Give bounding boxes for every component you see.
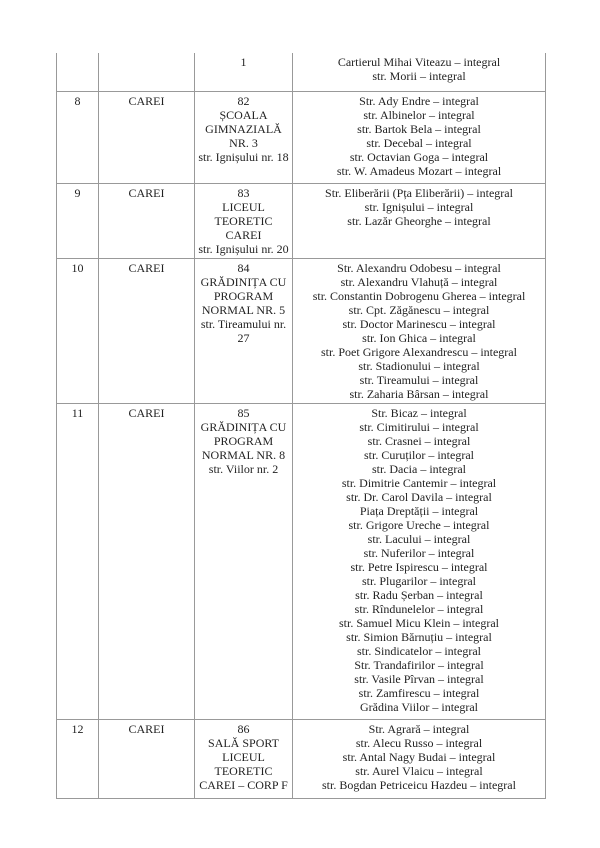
cell-streets bbox=[293, 403, 546, 719]
cell-streets-line: str. Bartok Bela – integral bbox=[357, 121, 481, 136]
table-row bbox=[57, 719, 546, 798]
cell-streets-line: str. Lazăr Gheorghe – integral bbox=[347, 213, 491, 228]
cell-school-line: 1 bbox=[240, 55, 247, 69]
cell-streets-line: str. Petre Ispirescu – integral bbox=[350, 559, 488, 574]
cell-row-number bbox=[57, 719, 99, 798]
cell-row-number bbox=[57, 53, 99, 91]
cell-city bbox=[99, 183, 195, 258]
cell-streets-line: str. Curuților – integral bbox=[364, 447, 474, 462]
cell-school-line: TEORETIC bbox=[214, 213, 273, 228]
cell-streets-line: str. Plugarilor – integral bbox=[362, 573, 476, 588]
cell-streets-line: Str. Eliberării (Pța Eliberării) – integral bbox=[325, 185, 513, 200]
cell-school bbox=[195, 258, 293, 403]
cell-school bbox=[195, 53, 293, 91]
cell-streets-line: str. Ignișului – integral bbox=[364, 199, 474, 214]
cell-school-line: SALĂ SPORT bbox=[208, 735, 279, 750]
cell-school bbox=[195, 183, 293, 258]
cell-streets-line: Str. Ady Endre – integral bbox=[359, 93, 479, 108]
cell-streets bbox=[293, 91, 546, 183]
cell-streets-line: str. Ion Ghica – integral bbox=[362, 330, 476, 345]
cell-streets-line: str. Aurel Vlaicu – integral bbox=[355, 763, 483, 778]
cell-streets-line: str. Poet Grigore Alexandrescu – integral bbox=[321, 344, 517, 359]
table-row bbox=[57, 258, 546, 403]
cell-streets bbox=[293, 183, 546, 258]
cell-streets-line: str. Tireamului – integral bbox=[359, 372, 479, 387]
cell-streets-line: str. Zaharia Bârsan – integral bbox=[349, 386, 489, 401]
table-row bbox=[57, 403, 546, 719]
cell-school-line: CAREI bbox=[225, 227, 262, 242]
cell-school-line: TEORETIC bbox=[214, 763, 273, 778]
cell-school-line: NORMAL NR. 5 bbox=[201, 302, 286, 317]
cell-school-line: 82 bbox=[237, 93, 250, 108]
cell-streets-line: str. Albinelor – integral bbox=[363, 107, 475, 122]
table-row bbox=[57, 91, 546, 183]
cell-city-line: CAREI bbox=[128, 721, 165, 736]
cell-city-line: CAREI bbox=[128, 405, 165, 420]
cell-streets-line: str. Doctor Marinescu – integral bbox=[342, 316, 496, 331]
cell-streets bbox=[293, 719, 546, 798]
cell-school-line: GRĂDINIȚA CU bbox=[200, 419, 287, 434]
cell-school-line: PROGRAM bbox=[213, 288, 274, 303]
cell-school-line: 83 bbox=[237, 185, 250, 200]
cell-streets-line: str. Radu Șerban – integral bbox=[355, 587, 483, 602]
cell-school bbox=[195, 403, 293, 719]
cell-row-number-line: 11 bbox=[71, 405, 84, 420]
cell-school-line: NORMAL NR. 8 bbox=[201, 447, 286, 462]
cell-streets-line: str. Vasile Pîrvan – integral bbox=[354, 671, 484, 686]
cell-school-line: str. Tireamului nr. bbox=[200, 316, 287, 331]
cell-streets-line: str. Alexandru Vlahuță – integral bbox=[340, 274, 498, 289]
cell-row-number-line: 10 bbox=[71, 260, 84, 275]
cell-streets-line: str. Alecu Russo – integral bbox=[355, 735, 483, 750]
cell-streets-line: str. Dacia – integral bbox=[372, 461, 466, 476]
cell-school-line: ȘCOALA bbox=[219, 107, 268, 122]
cell-row-number-line: 8 bbox=[74, 93, 81, 108]
cell-streets-line: str. Simion Bărnuțiu – integral bbox=[346, 629, 492, 644]
cell-streets-line: str. Constantin Dobrogenu Gherea – integral bbox=[312, 288, 526, 303]
cell-school-line: 84 bbox=[237, 260, 250, 275]
cell-streets-line: str. Dr. Carol Davila – integral bbox=[346, 489, 492, 504]
cell-school bbox=[195, 719, 293, 798]
cell-streets-line: str. Crasnei – integral bbox=[367, 433, 471, 448]
cell-row-number bbox=[57, 91, 99, 183]
cell-school-line: 85 bbox=[237, 405, 250, 420]
cell-school-line: GIMNAZIALĂ bbox=[205, 121, 282, 136]
cell-streets bbox=[293, 53, 546, 91]
cell-school bbox=[195, 91, 293, 183]
cell-streets-line: str. Dimitrie Cantemir – integral bbox=[341, 475, 497, 490]
cell-school-line: str. Ignișului nr. 18 bbox=[198, 149, 289, 164]
cell-city bbox=[99, 91, 195, 183]
cell-streets-line: str. Antal Nagy Budai – integral bbox=[342, 749, 496, 764]
cell-streets-line: Str. Alexandru Odobesu – integral bbox=[337, 260, 501, 275]
cell-streets-line: str. Lacului – integral bbox=[367, 531, 471, 546]
cell-school-line: CAREI – CORP F bbox=[199, 777, 288, 792]
cell-school-line: PROGRAM bbox=[213, 433, 274, 448]
cell-city bbox=[99, 719, 195, 798]
cell-city bbox=[99, 258, 195, 403]
cell-row-number bbox=[57, 403, 99, 719]
cell-city-line: CAREI bbox=[128, 185, 165, 200]
cell-streets-line: Piața Dreptății – integral bbox=[359, 503, 479, 518]
cell-streets-line: str. Samuel Micu Klein – integral bbox=[339, 615, 499, 630]
cell-city bbox=[99, 403, 195, 719]
cell-school-line: 86 bbox=[237, 721, 250, 736]
cell-school-line: str. Viilor nr. 2 bbox=[208, 461, 279, 476]
cell-streets-line: str. Nuferilor – integral bbox=[363, 545, 475, 560]
table-row bbox=[57, 183, 546, 258]
cell-row-number-line: 12 bbox=[71, 721, 84, 736]
cell-school-line: NR. 3 bbox=[229, 135, 258, 150]
cell-city bbox=[99, 53, 195, 91]
cell-streets-line: str. Grigore Ureche – integral bbox=[348, 517, 490, 532]
cell-streets-line: str. Sindicatelor – integral bbox=[357, 643, 481, 658]
cell-row-number-line: 9 bbox=[74, 185, 81, 200]
cell-streets-line: str. Zamfirescu – integral bbox=[358, 685, 480, 700]
cell-streets-line: Str. Trandafirilor – integral bbox=[354, 657, 484, 672]
cell-school-line: str. Ignișului nr. 20 bbox=[198, 241, 289, 256]
cell-streets-line: str. Decebal – integral bbox=[366, 135, 472, 150]
cell-city-line: CAREI bbox=[128, 260, 165, 275]
cell-school-line: LICEUL bbox=[222, 199, 265, 214]
cell-streets-line: str. Stadionului – integral bbox=[358, 358, 480, 373]
cell-streets-line: str. Rîndunelelor – integral bbox=[354, 601, 484, 616]
cell-streets-line: Str. Agrară – integral bbox=[368, 721, 470, 736]
cell-school-line: GRĂDINIȚA CU bbox=[200, 274, 287, 289]
cell-streets-line: str. W. Amadeus Mozart – integral bbox=[336, 163, 502, 178]
cell-row-number bbox=[57, 183, 99, 258]
schools-table-body bbox=[57, 53, 546, 798]
cell-streets-line: str. Cimitirului – integral bbox=[359, 419, 479, 434]
cell-streets-line: str. Cpt. Zăgănescu – integral bbox=[348, 302, 490, 317]
cell-streets-line: Grădina Viilor – integral bbox=[359, 699, 479, 714]
cell-streets-line: str. Morii – integral bbox=[372, 69, 466, 83]
cell-streets-line: str. Bogdan Petriceicu Hazdeu – integral bbox=[322, 777, 516, 792]
cell-city-line: CAREI bbox=[128, 93, 165, 108]
table-row bbox=[57, 53, 546, 91]
cell-streets bbox=[293, 258, 546, 403]
cell-streets-line: Cartierul Mihai Viteazu – integral bbox=[337, 55, 501, 69]
cell-streets-line: Str. Bicaz – integral bbox=[371, 405, 467, 420]
schools-table bbox=[56, 53, 546, 799]
cell-school-line: 27 bbox=[237, 330, 250, 345]
cell-streets-line: str. Octavian Goga – integral bbox=[349, 149, 489, 164]
cell-school-line: LICEUL bbox=[222, 749, 265, 764]
cell-row-number bbox=[57, 258, 99, 403]
